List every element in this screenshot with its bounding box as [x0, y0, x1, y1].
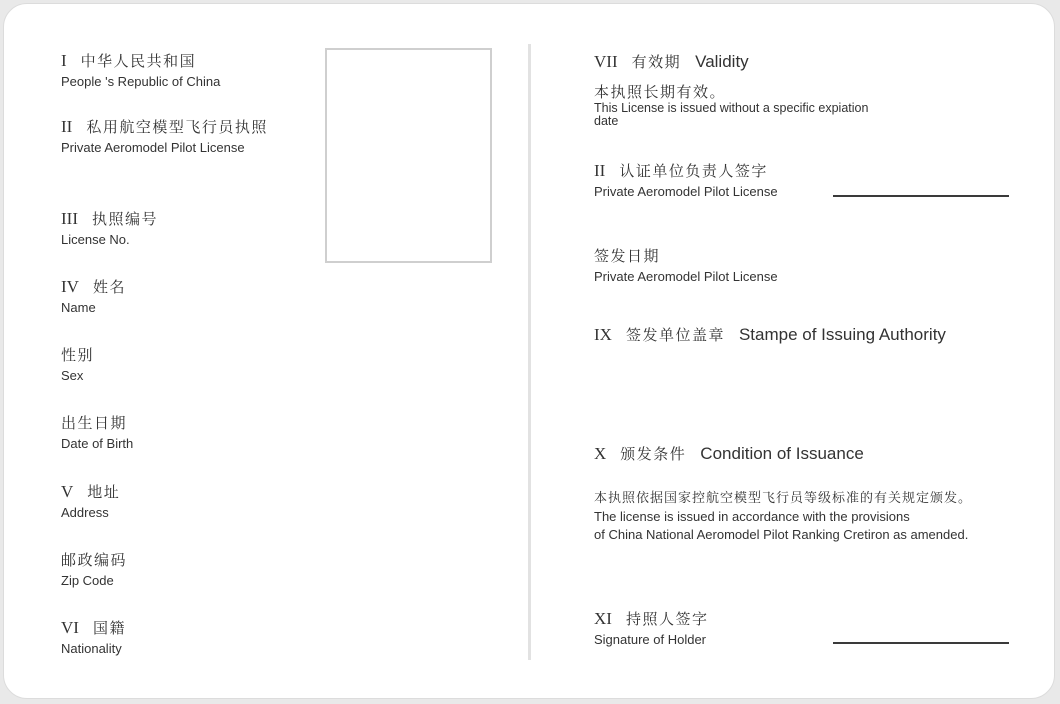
center-divider: [528, 44, 531, 660]
sex-field: [61, 345, 94, 384]
holder-signature-number: XI: [594, 609, 612, 628]
photo-box: [325, 48, 492, 263]
license-type-number: II: [61, 117, 73, 136]
name-number: IV: [61, 277, 79, 296]
country-number: I: [61, 51, 67, 70]
condition-zh: 颁发条件: [620, 445, 687, 463]
zip-en: Zip Code: [61, 573, 114, 588]
nationality-field: [61, 618, 126, 657]
license-type-zh: 私用航空模型飞行员执照: [86, 118, 268, 136]
issue-date-zh: 签发日期: [594, 247, 661, 265]
stamp-number: IX: [594, 325, 612, 344]
name-en: Name: [61, 300, 96, 315]
zip-field: [61, 550, 127, 589]
validity-number: VII: [594, 52, 618, 71]
certifier-field: [594, 161, 778, 200]
validity-zh: 有效期: [631, 53, 682, 71]
validity-body-zh: 本执照长期有效。: [594, 83, 727, 101]
stamp-field: [594, 325, 946, 345]
dob-en: Date of Birth: [61, 436, 134, 451]
validity-field: [594, 52, 868, 128]
stamp-zh: 签发单位盖章: [625, 326, 725, 344]
license-no-en: License No.: [61, 232, 130, 247]
stamp-en: Stampe of Issuing Authority: [738, 325, 946, 344]
issue-date-field: [594, 246, 778, 285]
holder-signature-zh: 持照人签字: [625, 610, 709, 628]
validity-en: Validity: [695, 52, 749, 71]
sex-en: Sex: [61, 368, 84, 383]
issue-date-en: Private Aeromodel Pilot License: [594, 269, 778, 284]
certifier-en: Private Aeromodel Pilot License: [594, 184, 778, 199]
zip-zh: 邮政编码: [61, 551, 128, 569]
holder-signature-line: [833, 642, 1009, 644]
dob-field: [61, 413, 133, 452]
license-no-zh: 执照编号: [91, 210, 158, 228]
condition-number: X: [594, 444, 607, 463]
condition-body-en-1: The license is issued in accordance with the provisions: [594, 509, 910, 524]
holder-signature-field: [594, 609, 708, 648]
certifier-zh: 认证单位负责人签字: [619, 162, 768, 180]
address-zh: 地址: [87, 483, 121, 501]
license-no-field: [61, 209, 158, 248]
country-zh: 中华人民共和国: [80, 52, 197, 70]
holder-signature-en: Signature of Holder: [594, 632, 707, 647]
nationality-number: VI: [61, 618, 79, 637]
license-no-number: III: [61, 209, 78, 228]
nationality-zh: 国籍: [92, 619, 126, 637]
condition-en: Condition of Issuance: [700, 444, 864, 463]
validity-body-en-2: date: [594, 114, 619, 128]
certifier-number: II: [594, 161, 606, 180]
certifier-signature-line: [833, 195, 1009, 197]
condition-field: [594, 444, 972, 544]
validity-body-en-1: This License is issued without a specific expiation: [594, 101, 869, 115]
dob-zh: 出生日期: [61, 414, 128, 432]
address-number: V: [61, 482, 74, 501]
condition-body-zh: 本执照依据国家控航空模型飞行员等级标准的有关规定颁发。: [594, 491, 973, 506]
name-zh: 姓名: [92, 278, 126, 296]
country-field: [61, 51, 220, 90]
sex-zh: 性别: [61, 346, 95, 364]
condition-body-en-2: of China National Aeromodel Pilot Ranking Cretiron as amended.: [594, 527, 969, 542]
address-en: Address: [61, 505, 109, 520]
address-field: [61, 482, 120, 521]
name-field: [61, 277, 126, 316]
license-type-en: Private Aeromodel Pilot License: [61, 140, 245, 155]
country-en: People 's Republic of China: [61, 74, 221, 89]
license-type-field: [61, 117, 268, 156]
nationality-en: Nationality: [61, 641, 122, 656]
